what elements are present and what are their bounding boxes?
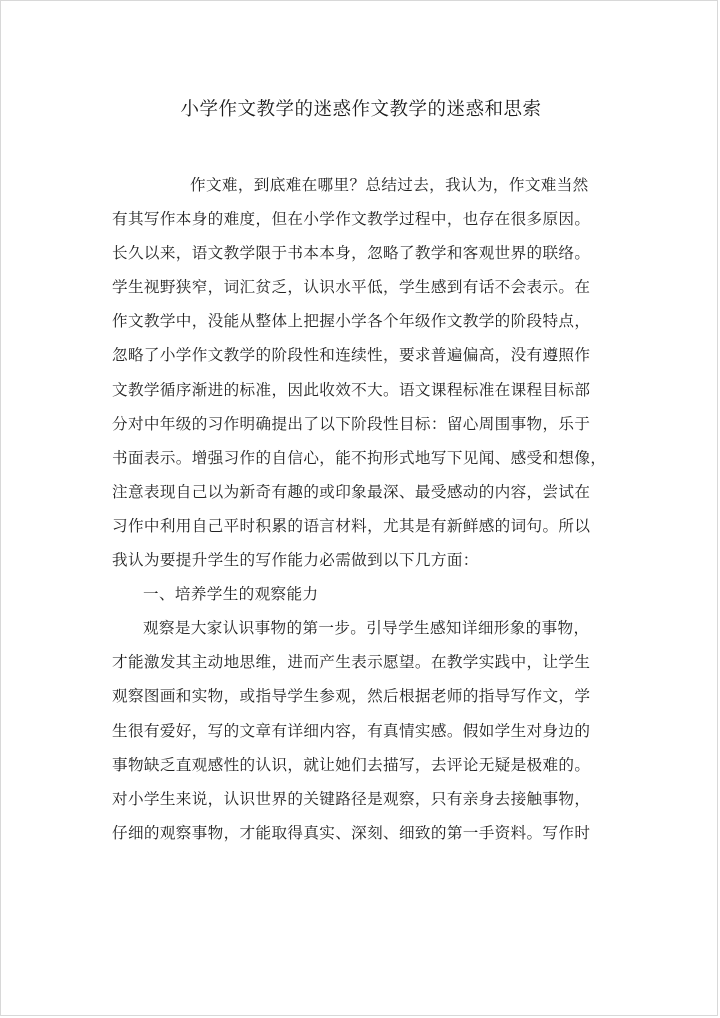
paragraph-line: 注意表现自己以为新奇有趣的或印象最深、最受感动的内容，尝试在 <box>112 482 591 501</box>
paragraph-line: 分对中年级的习作明确提出了以下阶段性目标：留心周围事物，乐于 <box>112 414 591 433</box>
paragraph-line: 习作中利用自己平时积累的语言材料，尤其是有新鲜感的词句。所以 <box>112 516 591 535</box>
paragraph-line: 观察是大家认识事物的第一步。引导学生感知详细形象的事物， <box>143 619 590 638</box>
paragraph-line: 书面表示。增强习作的自信心，能不拘形式地写下见闻、感受和想像， <box>112 448 607 467</box>
document-title: 小学作文教学的迷惑作文教学的迷惑和思索 <box>180 99 542 120</box>
paragraph-line: 我认为要提升学生的写作能力必需做到以下几方面： <box>112 551 479 570</box>
paragraph-line: 学生视野狭窄，词汇贫乏，认识水平低，学生感到有话不会表示。在 <box>112 278 591 297</box>
document-body <box>112 168 612 850</box>
paragraph-line: 才能激发其主动地思维，进而产生表示愿望。在教学实践中，让学生 <box>112 653 591 672</box>
paragraph-line: 有其写作本身的难度，但在小学作文教学过程中，也存在很多原因。 <box>112 210 591 229</box>
paragraph-line: 对小学生来说，认识世界的关键路径是观察，只有亲身去接触事物， <box>112 789 591 808</box>
paragraph-line: 忽略了小学作文教学的阶段性和连续性，要求普遍偏高，没有遵照作 <box>112 346 591 365</box>
paragraph-line: 仔细的观察事物，才能取得真实、深刻、细致的第一手资料。写作时 <box>112 823 591 842</box>
paragraph-line: 事物缺乏直观感性的认识，就让她们去描写，去评论无疑是极难的。 <box>112 755 591 774</box>
paragraph-line: 观察图画和实物，或指导学生参观，然后根据老师的指导写作文，学 <box>112 687 591 706</box>
paragraph-line: 作文难，到底难在哪里？总结过去，我认为，作文难当然 <box>190 176 589 194</box>
paragraph-line: 生很有爱好，写的文章有详细内容，有真情实感。假如学生对身边的 <box>112 721 591 740</box>
paragraph-line: 文教学循序渐进的标准，因此收效不大。语文课程标准在课程目标部 <box>112 380 591 399</box>
paragraph-line: 作文教学中，没能从整体上把握小学各个年级作文教学的阶段特点， <box>112 312 591 331</box>
paragraph-line: 长久以来，语文教学限于书本本身，忽略了教学和客观世界的联络。 <box>112 244 591 263</box>
section-heading: 一、培养学生的观察能力 <box>143 585 319 604</box>
